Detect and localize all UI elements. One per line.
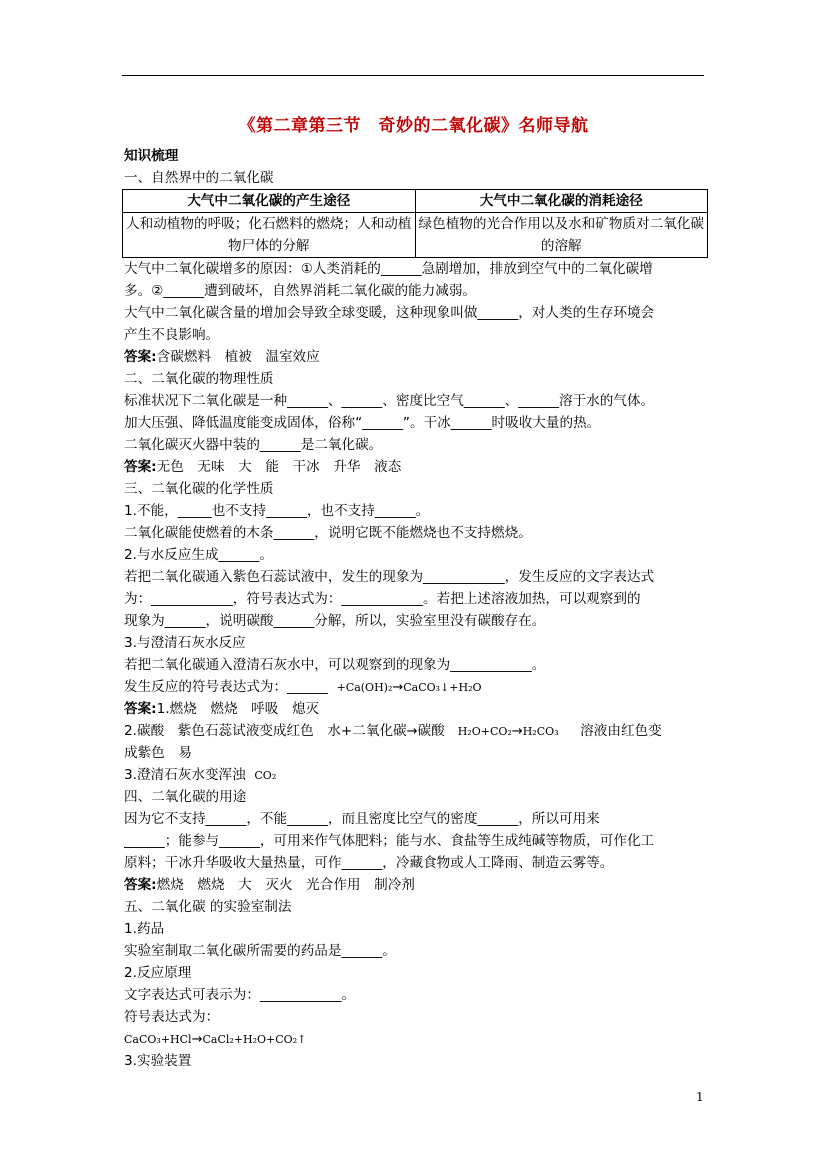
arrow-icon: → — [511, 724, 523, 739]
table-cell-production: 人和动植物的呼吸；化石燃料的燃烧；人和动植物尸体的分解 — [123, 213, 416, 258]
s5-l1: 1.药品 — [124, 921, 165, 937]
arrow-icon: → — [191, 1032, 203, 1047]
s2-p2: 加大压强、降低温度能变成固体，俗称“______”。干冰______时吸收大量的热。 — [124, 415, 601, 431]
s4-l1: 因为它不支持______，不能______，而且密度比空气的密度______，所以可用来 — [124, 811, 600, 827]
s3-l7: 3.与澄清石灰水反应 — [124, 635, 246, 651]
formula-lhs: CaCO₃+HCl — [124, 1033, 192, 1046]
s3-l6: 现象为______，说明碳酸______分解，所以，实验室里没有碳酸存在。 — [124, 613, 546, 629]
s3-heading: 三、二氧化碳的化学性质 — [124, 481, 274, 497]
s3-l5: 为：____________，符号表达式为：____________。若把上述溶液加热，可以观察到的 — [124, 591, 641, 607]
s1-p3: 大气中二氧化碳含量的增加会导致全球变暖，这种现象叫做______，对人类的生存环境会 — [124, 305, 655, 321]
formula-co2: CO₂ — [254, 769, 277, 782]
s1-p1: 大气中二氧化碳增多的原因：①人类消耗的______急剧增加，排放到空气中的二氧化碳增 — [124, 261, 653, 277]
s3-answer-1 — [124, 698, 708, 720]
answer-text: 燃烧 燃烧 大 灭火 光合作用 制冷剂 — [156, 877, 415, 893]
s4-l3: 原料；干冰升华吸收大量热量，可作______，冷藏食物或人工降雨、制造云雾等。 — [124, 855, 614, 871]
answer-tail: 溶液由红色变 — [580, 723, 662, 739]
s1-p4: 产生不良影响。 — [124, 327, 220, 343]
answer-text: 1.燃烧 燃烧 呼吸 熄灭 — [156, 701, 320, 717]
s2-heading: 二、二氧化碳的物理性质 — [124, 371, 274, 387]
s3-l9-text: 发生反应的符号表达式为：______ — [124, 679, 328, 695]
formula-rhs: CaCl₂+H₂O+CO₂↑ — [202, 1033, 307, 1046]
s5-l4: 文字表达式可表示为：____________。 — [124, 987, 356, 1003]
document-title: 《第二章第三节 奇妙的二氧化碳》名师导航 — [238, 116, 589, 136]
s1-answer — [124, 346, 708, 368]
answer-text: 3.澄清石灰水变浑浊 — [124, 767, 246, 783]
s2-p3: 二氧化碳灭火器中装的______是二氧化碳。 — [124, 437, 383, 453]
s3-l2: 二氧化碳能使燃着的木条______，说明它既不能燃烧也不支持燃烧。 — [124, 525, 532, 541]
s2-p1: 标准状况下二氧化碳是一种______、______、密度比空气______、______溶于水的气体。 — [124, 393, 655, 409]
s3-l9 — [124, 676, 708, 698]
answer-label: 答案: — [124, 459, 157, 475]
formula-rhs: CaCO₃↓+H₂O — [403, 681, 482, 694]
s4-heading: 四、二氧化碳的用途 — [124, 789, 247, 805]
table-header-consumption: 大气中二氧化碳的消耗途径 — [415, 190, 708, 213]
s5-l3: 2.反应原理 — [124, 965, 192, 981]
answer-text: 2.碳酸 紫色石蕊试液变成红色 水+二氧化碳 — [124, 723, 407, 739]
s5-heading: 五、二氧化碳 的实验室制法 — [124, 899, 292, 915]
answer-label: 答案: — [124, 877, 157, 893]
section-heading: 知识梳理 — [124, 148, 179, 164]
s1-heading: 一、自然界中的二氧化碳 — [124, 170, 274, 186]
answer-label: 答案: — [124, 349, 157, 365]
s5-l5: 符号表达式为： — [124, 1009, 220, 1025]
s3-answer-4 — [124, 764, 708, 786]
co2-table — [122, 189, 708, 258]
s3-l8: 若把二氧化碳通入澄清石灰水中，可以观察到的现象为____________。 — [124, 657, 546, 673]
formula-lhs: +Ca(OH)₂ — [336, 681, 393, 694]
s3-answer-2 — [124, 720, 708, 742]
arrow-icon: → — [406, 724, 418, 739]
s1-p2: 多。②______遭到破坏，自然界消耗二氧化碳的能力减弱。 — [124, 283, 477, 299]
header-rule — [122, 75, 704, 76]
s5-l2: 实验室制取二氧化碳所需要的药品是______。 — [124, 943, 396, 959]
s3-answer-3: 成紫色 易 — [124, 745, 192, 761]
table-cell-consumption: 绿色植物的光合作用以及水和矿物质对二氧化碳的溶解 — [415, 213, 708, 258]
document-body — [124, 145, 708, 1072]
formula-rhs: H₂CO₃ — [522, 725, 559, 738]
answer-text: 含碳燃料 植被 温室效应 — [156, 349, 320, 365]
s3-l1: 1.不能，_____也不支持______，也不支持______。 — [124, 503, 430, 519]
answer-label: 答案: — [124, 701, 157, 717]
s3-l4: 若把二氧化碳通入紫色石蕊试液中，发生的现象为____________，发生反应的文字表达式 — [124, 569, 655, 585]
table-header-production: 大气中二氧化碳的产生途径 — [123, 190, 416, 213]
page-number: 1 — [696, 1090, 704, 1104]
s5-l7: 3.实验装置 — [124, 1053, 192, 1069]
formula-lhs: H₂O+CO₂ — [457, 725, 512, 738]
answer-text: 无色 无味 大 能 干冰 升华 液态 — [156, 459, 402, 475]
s2-answer — [124, 456, 708, 478]
answer-product: 碳酸 — [417, 723, 445, 739]
s4-answer — [124, 874, 708, 896]
arrow-icon: → — [392, 680, 404, 695]
s5-formula — [124, 1028, 708, 1050]
s4-l2: ______；能参与______，可用来作气体肥料；能与水、食盐等生成纯碱等物质，可作化工 — [124, 833, 655, 849]
s3-l3: 2.与水反应生成______。 — [124, 547, 273, 563]
